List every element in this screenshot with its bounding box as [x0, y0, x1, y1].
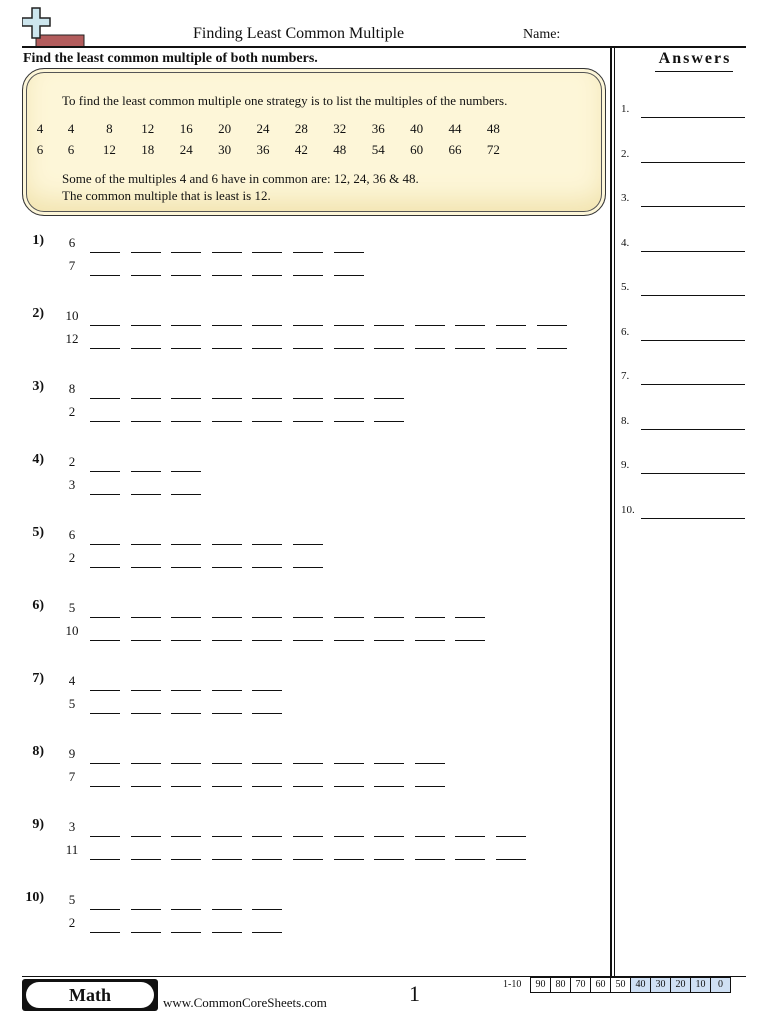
multiple-blank[interactable] — [293, 252, 323, 253]
problem-first-number: 6 — [68, 235, 76, 250]
multiple-blank[interactable] — [415, 640, 445, 641]
example-multiple: 72 — [486, 142, 500, 157]
multiple-blank[interactable] — [131, 859, 161, 860]
multiple-blank[interactable] — [455, 640, 485, 641]
multiple-blank[interactable] — [90, 421, 120, 422]
multiple-blank[interactable] — [252, 275, 282, 276]
problem-first-number: 3 — [68, 819, 76, 834]
multiple-blank[interactable] — [131, 471, 161, 472]
multiple-blank[interactable] — [90, 617, 120, 618]
multiple-blank[interactable] — [212, 713, 242, 714]
multiple-blank[interactable] — [334, 398, 364, 399]
score-cell: 30 — [650, 977, 671, 993]
multiple-blank[interactable] — [212, 690, 242, 691]
multiple-blank[interactable] — [171, 859, 201, 860]
multiple-blank[interactable] — [171, 421, 201, 422]
problem-second-number: 3 — [68, 477, 76, 492]
multiple-blank[interactable] — [171, 786, 201, 787]
multiple-blank[interactable] — [90, 932, 120, 933]
problem-second-number: 5 — [68, 696, 76, 711]
multiple-blank[interactable] — [90, 567, 120, 568]
multiple-blank[interactable] — [374, 398, 404, 399]
example-number: 6 — [36, 142, 44, 157]
example-multiple: 28 — [294, 121, 308, 136]
multiple-blank[interactable] — [212, 836, 242, 837]
problem-number: 2) — [32, 306, 44, 321]
multiple-blank[interactable] — [171, 275, 201, 276]
page-number: 1 — [409, 981, 420, 1006]
problem-number: 6) — [32, 598, 44, 613]
multiple-blank[interactable] — [131, 494, 161, 495]
multiple-blank[interactable] — [131, 932, 161, 933]
header-rule — [22, 46, 746, 48]
multiple-blank[interactable] — [334, 617, 364, 618]
answer-number: 4. — [621, 236, 630, 249]
example-multiple: 12 — [141, 121, 155, 136]
multiple-blank[interactable] — [293, 567, 323, 568]
multiple-blank[interactable] — [415, 617, 445, 618]
multiple-blank[interactable] — [252, 325, 282, 326]
multiple-blank[interactable] — [334, 348, 364, 349]
multiple-blank[interactable] — [455, 859, 485, 860]
multiple-blank[interactable] — [374, 763, 404, 764]
multiple-blank[interactable] — [90, 836, 120, 837]
multiple-blank[interactable] — [171, 398, 201, 399]
multiple-blank[interactable] — [496, 325, 526, 326]
multiple-blank[interactable] — [252, 640, 282, 641]
multiple-blank[interactable] — [212, 617, 242, 618]
problem-first-number: 6 — [68, 527, 76, 542]
multiple-blank[interactable] — [334, 836, 364, 837]
problem-first-number: 2 — [68, 454, 76, 469]
column-divider — [614, 48, 615, 978]
multiple-blank[interactable] — [131, 544, 161, 545]
problem-first-number: 9 — [68, 746, 76, 761]
answers-title-underline — [655, 71, 733, 72]
example-multiple: 24 — [256, 121, 270, 136]
problem-second-number: 10 — [65, 623, 79, 638]
answer-blank-4[interactable] — [641, 251, 745, 252]
multiple-blank[interactable] — [455, 617, 485, 618]
multiple-blank[interactable] — [131, 421, 161, 422]
multiple-blank[interactable] — [455, 325, 485, 326]
column-divider — [610, 48, 612, 978]
multiple-blank[interactable] — [90, 348, 120, 349]
multiple-blank[interactable] — [171, 690, 201, 691]
answer-blank-1[interactable] — [641, 117, 745, 118]
multiple-blank[interactable] — [90, 252, 120, 253]
multiple-blank[interactable] — [293, 325, 323, 326]
score-cell: 60 — [590, 977, 611, 993]
multiple-blank[interactable] — [374, 836, 404, 837]
multiple-blank[interactable] — [496, 836, 526, 837]
multiple-blank[interactable] — [212, 544, 242, 545]
example-intro: To find the least common multiple one strategy is to list the multiples of the numbers. — [62, 93, 508, 108]
multiple-blank[interactable] — [212, 909, 242, 910]
multiple-blank[interactable] — [171, 836, 201, 837]
answer-blank-3[interactable] — [641, 206, 745, 207]
multiple-blank[interactable] — [293, 398, 323, 399]
worksheet-title: Finding Least Common Multiple — [193, 25, 405, 42]
multiple-blank[interactable] — [90, 763, 120, 764]
example-multiple: 48 — [333, 142, 347, 157]
problem-second-number: 12 — [65, 331, 79, 346]
multiple-blank[interactable] — [252, 836, 282, 837]
answer-number: 8. — [621, 414, 630, 427]
example-multiple: 6 — [67, 142, 75, 157]
multiple-blank[interactable] — [131, 252, 161, 253]
multiple-blank[interactable] — [212, 421, 242, 422]
multiple-blank[interactable] — [293, 421, 323, 422]
example-multiple: 32 — [333, 121, 347, 136]
multiple-blank[interactable] — [374, 421, 404, 422]
multiple-blank[interactable] — [131, 836, 161, 837]
multiple-blank[interactable] — [252, 567, 282, 568]
multiple-blank[interactable] — [171, 932, 201, 933]
example-multiple: 30 — [218, 142, 232, 157]
example-multiple: 40 — [410, 121, 424, 136]
multiple-blank[interactable] — [212, 398, 242, 399]
problem-first-number: 5 — [68, 892, 76, 907]
multiple-blank[interactable] — [252, 544, 282, 545]
multiple-blank[interactable] — [90, 398, 120, 399]
multiple-blank[interactable] — [171, 544, 201, 545]
problem-second-number: 7 — [68, 258, 76, 273]
multiple-blank[interactable] — [90, 275, 120, 276]
multiple-blank[interactable] — [252, 786, 282, 787]
multiple-blank[interactable] — [252, 932, 282, 933]
score-cell: 50 — [610, 977, 631, 993]
multiple-blank[interactable] — [212, 348, 242, 349]
multiple-blank[interactable] — [293, 859, 323, 860]
multiple-blank[interactable] — [90, 859, 120, 860]
score-cell: 20 — [670, 977, 691, 993]
answer-blank-2[interactable] — [641, 162, 745, 163]
multiple-blank[interactable] — [212, 567, 242, 568]
multiple-blank[interactable] — [171, 640, 201, 641]
multiple-blank[interactable] — [212, 859, 242, 860]
example-multiple: 20 — [218, 121, 232, 136]
multiple-blank[interactable] — [334, 421, 364, 422]
multiple-blank[interactable] — [496, 348, 526, 349]
multiple-blank[interactable] — [90, 909, 120, 910]
multiple-blank[interactable] — [374, 325, 404, 326]
multiple-blank[interactable] — [334, 275, 364, 276]
multiple-blank[interactable] — [455, 348, 485, 349]
multiple-blank[interactable] — [90, 471, 120, 472]
multiple-blank[interactable] — [131, 713, 161, 714]
multiple-blank[interactable] — [252, 617, 282, 618]
answer-number: 9. — [621, 459, 630, 471]
multiple-blank[interactable] — [171, 567, 201, 568]
multiple-blank[interactable] — [90, 640, 120, 641]
multiple-blank[interactable] — [252, 909, 282, 910]
multiple-blank[interactable] — [131, 763, 161, 764]
multiple-blank[interactable] — [131, 275, 161, 276]
multiple-blank[interactable] — [374, 859, 404, 860]
problem-second-number: 11 — [65, 842, 79, 857]
answer-blank-5[interactable] — [641, 295, 745, 296]
problem-first-number: 5 — [68, 600, 76, 615]
multiple-blank[interactable] — [374, 617, 404, 618]
multiple-blank[interactable] — [252, 421, 282, 422]
multiple-blank[interactable] — [252, 859, 282, 860]
answer-blank-8[interactable] — [641, 429, 745, 430]
multiple-blank[interactable] — [90, 690, 120, 691]
example-multiple: 36 — [256, 142, 270, 157]
multiple-blank[interactable] — [171, 617, 201, 618]
multiple-blank[interactable] — [212, 932, 242, 933]
multiple-blank[interactable] — [334, 325, 364, 326]
multiple-blank[interactable] — [131, 786, 161, 787]
multiple-blank[interactable] — [293, 275, 323, 276]
answer-number: 6. — [621, 325, 630, 338]
multiple-blank[interactable] — [212, 640, 242, 641]
example-multiple: 66 — [448, 142, 462, 157]
answer-blank-6[interactable] — [641, 340, 745, 341]
problem-number: 4) — [32, 452, 44, 467]
multiple-blank[interactable] — [90, 786, 120, 787]
multiple-blank[interactable] — [252, 713, 282, 714]
multiple-blank[interactable] — [252, 763, 282, 764]
multiple-blank[interactable] — [212, 275, 242, 276]
multiple-blank[interactable] — [455, 836, 485, 837]
instructions: Find the least common multiple of both numbers. — [23, 51, 318, 66]
multiple-blank[interactable] — [334, 252, 364, 253]
multiple-blank[interactable] — [252, 252, 282, 253]
multiple-blank[interactable] — [171, 252, 201, 253]
multiple-blank[interactable] — [131, 325, 161, 326]
multiple-blank[interactable] — [293, 763, 323, 764]
problem-first-number: 10 — [65, 308, 79, 323]
problem-first-number: 8 — [68, 381, 76, 396]
score-cell: 40 — [630, 977, 651, 993]
problem-first-number: 4 — [68, 673, 76, 688]
answer-number: 7. — [621, 370, 630, 382]
multiple-blank[interactable] — [415, 763, 445, 764]
answer-number: 1. — [621, 103, 630, 115]
multiple-blank[interactable] — [131, 348, 161, 349]
problem-number: 10) — [25, 890, 44, 905]
multiple-blank[interactable] — [90, 713, 120, 714]
multiple-blank[interactable] — [415, 325, 445, 326]
example-multiple: 48 — [486, 121, 500, 136]
multiple-blank[interactable] — [131, 640, 161, 641]
problem-second-number: 7 — [68, 769, 76, 784]
multiple-blank[interactable] — [131, 909, 161, 910]
answers-title: Answers — [658, 50, 732, 67]
score-cell: 10 — [690, 977, 711, 993]
problem-number: 1) — [32, 233, 44, 248]
multiple-blank[interactable] — [415, 348, 445, 349]
answer-number: 3. — [621, 192, 630, 204]
multiple-blank[interactable] — [90, 325, 120, 326]
example-multiple: 42 — [294, 142, 308, 157]
subject-label: Math — [26, 982, 154, 1008]
answer-blank-9[interactable] — [641, 473, 745, 474]
multiple-blank[interactable] — [131, 398, 161, 399]
score-cell: 0 — [710, 977, 731, 993]
example-multiple: 24 — [179, 142, 193, 157]
multiple-blank[interactable] — [293, 544, 323, 545]
multiple-blank[interactable] — [212, 252, 242, 253]
multiple-blank[interactable] — [374, 348, 404, 349]
example-multiple: 44 — [448, 121, 462, 136]
multiple-blank[interactable] — [334, 859, 364, 860]
multiple-blank[interactable] — [293, 348, 323, 349]
multiple-blank[interactable] — [334, 786, 364, 787]
plus-logo-icon — [22, 6, 86, 48]
problem-number: 9) — [32, 817, 44, 832]
problem-number: 7) — [32, 671, 44, 686]
score-range-label: 1-10 — [503, 979, 522, 990]
problem-second-number: 2 — [68, 915, 76, 930]
problem-second-number: 2 — [68, 550, 76, 565]
multiple-blank[interactable] — [537, 348, 567, 349]
multiple-blank[interactable] — [131, 567, 161, 568]
multiple-blank[interactable] — [293, 617, 323, 618]
problem-number: 5) — [32, 525, 44, 540]
example-multiple: 54 — [371, 142, 385, 157]
answer-number: 5. — [621, 281, 630, 293]
multiple-blank[interactable] — [212, 325, 242, 326]
multiple-blank[interactable] — [171, 325, 201, 326]
multiple-blank[interactable] — [334, 640, 364, 641]
example-multiple: 18 — [141, 142, 155, 157]
name-label: Name: — [523, 27, 561, 42]
example-multiple: 60 — [410, 142, 424, 157]
multiple-blank[interactable] — [212, 763, 242, 764]
problem-second-number: 2 — [68, 404, 76, 419]
multiple-blank[interactable] — [131, 690, 161, 691]
example-multiple: 4 — [67, 121, 75, 136]
multiple-blank[interactable] — [496, 859, 526, 860]
example-number: 4 — [36, 121, 44, 136]
multiple-blank[interactable] — [171, 348, 201, 349]
example-multiple: 12 — [102, 142, 116, 157]
multiple-blank[interactable] — [171, 909, 201, 910]
example-multiple: 16 — [179, 121, 193, 136]
problem-number: 8) — [32, 744, 44, 759]
multiple-blank[interactable] — [415, 859, 445, 860]
multiple-blank[interactable] — [334, 763, 364, 764]
multiple-blank[interactable] — [293, 640, 323, 641]
score-table — [531, 977, 731, 993]
example-least-common: The common multiple that is least is 12. — [62, 188, 271, 203]
example-multiple: 8 — [106, 121, 113, 136]
answer-blank-7[interactable] — [641, 384, 745, 385]
multiple-blank[interactable] — [537, 325, 567, 326]
multiple-blank[interactable] — [415, 836, 445, 837]
multiple-blank[interactable] — [171, 763, 201, 764]
multiple-blank[interactable] — [374, 786, 404, 787]
multiple-blank[interactable] — [212, 786, 242, 787]
website-link[interactable]: www.CommonCoreSheets.com — [163, 995, 327, 1010]
multiple-blank[interactable] — [131, 617, 161, 618]
multiple-blank[interactable] — [171, 713, 201, 714]
multiple-blank[interactable] — [171, 471, 201, 472]
multiple-blank[interactable] — [293, 786, 323, 787]
answer-number: 10. — [621, 503, 635, 516]
multiple-blank[interactable] — [293, 836, 323, 837]
multiple-blank[interactable] — [374, 640, 404, 641]
multiple-blank[interactable] — [415, 786, 445, 787]
score-cell: 90 — [530, 977, 551, 993]
answer-blank-10[interactable] — [641, 518, 745, 519]
multiple-blank[interactable] — [252, 398, 282, 399]
score-cell: 80 — [550, 977, 571, 993]
answer-number: 2. — [621, 147, 630, 160]
example-common-multiples: Some of the multiples 4 and 6 have in common are: 12, 24, 36 & 48. — [62, 171, 419, 186]
multiple-blank[interactable] — [252, 348, 282, 349]
multiple-blank[interactable] — [90, 544, 120, 545]
multiple-blank[interactable] — [171, 494, 201, 495]
score-cell: 70 — [570, 977, 591, 993]
example-multiple: 36 — [371, 121, 385, 136]
problem-number: 3) — [32, 379, 44, 394]
multiple-blank[interactable] — [252, 690, 282, 691]
multiple-blank[interactable] — [90, 494, 120, 495]
